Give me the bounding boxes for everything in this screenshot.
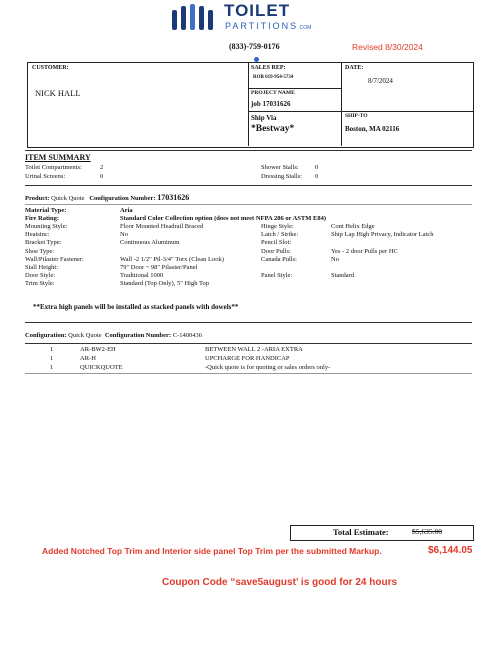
divider	[25, 343, 472, 344]
spec-right-label: Latch / Strike:	[261, 231, 299, 239]
product-label: Product:	[25, 195, 50, 202]
line-item-desc: BETWEEN WALL 2 -ARIA EXTRA	[205, 346, 303, 353]
spec-right-label: Door Pulls:	[261, 247, 291, 255]
spec-left-value: Floor Mounted Headrail Braced	[120, 223, 204, 230]
fire-value: Standard Color Collection option (does not meet NFPA 286 or ASTM E84)	[120, 215, 327, 222]
spec-right-value: Ship Lap High Privacy, Indicator Latch	[331, 231, 434, 239]
config2-label: Configuration:	[25, 332, 67, 339]
spec-left-value: Continuous Aluminum	[120, 239, 180, 247]
ship-to-label: SHIP-TO	[345, 113, 368, 119]
revision-note: Added Notched Top Trim and Interior side panel Top Trim per the submitted Markup.	[42, 546, 382, 556]
spec-left-label: Shoe Type:	[25, 247, 55, 255]
spec-left-label: Wall/Pilaster Fastener:	[25, 255, 84, 263]
logo-com: .COM	[298, 25, 312, 31]
material-value: Aria	[120, 207, 133, 214]
date-value: 8/7/2024	[368, 77, 393, 85]
spec-right-value: Standard	[331, 272, 355, 280]
spec-right-value: Yes - 2 door Pulls per HC	[331, 247, 398, 255]
ship-via-value: *Bestway*	[251, 124, 295, 134]
customer-label: CUSTOMER:	[32, 65, 69, 71]
ship-via-label: Ship Via	[251, 114, 277, 122]
spec-left-value: No	[120, 231, 128, 239]
project-value: job 17031626	[251, 100, 291, 108]
line-item-desc: -Quick quote is for quoting or sales orders only-	[205, 364, 331, 371]
spec-right-value: Cont Helix Edge	[331, 223, 375, 230]
config2-number-label: Configuration Number:	[104, 332, 172, 339]
product-line	[25, 193, 189, 202]
config2-line	[25, 332, 202, 339]
divider	[25, 185, 472, 186]
dressing-label: Dressing Stalls:	[261, 173, 302, 180]
date-label: DATE:	[345, 65, 364, 71]
line-item-desc: UPCHARGE FOR HANDICAP	[205, 355, 290, 362]
revised-note: Revised 8/30/2024	[352, 42, 423, 52]
coupon-note: Coupon Code “save5august’ is good for 24 hours	[162, 577, 398, 588]
divider	[341, 62, 342, 146]
line-item-code: AR-H	[80, 355, 96, 362]
phone-number: (833)-759-0176	[229, 42, 280, 51]
spec-right-value: No	[331, 255, 339, 263]
divider	[248, 88, 342, 89]
item-summary-title: ITEM SUMMARY	[25, 153, 91, 162]
urinal-label: Urinal Screens:	[25, 173, 66, 180]
spec-right-label: Panel Style:	[261, 272, 293, 280]
shower-label: Shower Stalls:	[261, 164, 299, 171]
customer-name: NICK HALL	[35, 88, 81, 98]
logo-icon	[172, 4, 216, 32]
divider	[25, 373, 472, 374]
shower-value: 0	[315, 164, 319, 171]
divider	[25, 150, 472, 151]
spec-left-label: Mounting Style:	[25, 223, 68, 230]
line-item-code: QUICKQUOTE	[80, 364, 123, 371]
sales-rep-label: SALES REP:	[251, 65, 286, 71]
panel-note: **Extra high panels will be installed as stacked panels with dowels**	[33, 303, 239, 311]
spec-right-label: Pencil Slot:	[261, 239, 292, 247]
logo-subtitle: PARTITIONS.COM	[225, 21, 312, 31]
spec-right-label: Canada Pulls:	[261, 255, 297, 263]
config2-value: Quick Quote	[68, 332, 102, 339]
total-old-value: $5,635.00	[412, 527, 442, 536]
fire-label: Fire Rating:	[25, 215, 59, 222]
line-item-qty: 1	[50, 346, 54, 353]
spec-left-label: Heatsinc:	[25, 231, 50, 239]
spec-left-label: Stall Height:	[25, 264, 59, 271]
config-label: Configuration Number:	[89, 195, 156, 202]
dressing-value: 0	[315, 173, 319, 180]
divider	[25, 322, 472, 323]
toilet-label: Toilet Compartments:	[25, 164, 82, 171]
sales-rep-value: ROB 619-954-5734	[253, 75, 294, 80]
spec-left-value: 79" Door ~ 98" Pilaster/Panel	[120, 264, 198, 271]
ship-to-value: Boston, MA 02116	[345, 125, 400, 133]
product-value: Quick Quote	[51, 195, 85, 202]
spec-left-label: Trim Style:	[25, 280, 55, 288]
config2-number-value: C-1400436	[172, 332, 202, 339]
spec-right-label: Hinge Style:	[261, 223, 294, 230]
urinal-value: 0	[100, 173, 104, 180]
line-item-qty: 1	[50, 364, 54, 371]
divider	[25, 204, 472, 205]
spec-left-value: Traditional 1000	[120, 272, 164, 280]
spec-left-label: Door Style:	[25, 272, 56, 280]
divider	[248, 111, 473, 112]
line-item-qty: 1	[50, 355, 54, 362]
spec-left-value: Wall -2 1/2" Pil-3/4" Torx (Clean Look)	[120, 255, 224, 263]
spec-left-label: Bracket Type:	[25, 239, 62, 247]
spec-left-value: Standard (Top Only), 5" High Top	[120, 280, 210, 288]
material-label: Material Type:	[25, 207, 67, 214]
toilet-value: 2	[100, 164, 104, 171]
line-item-code: AR-BW2-EH	[80, 346, 116, 353]
project-label: PROJECT NAME	[251, 90, 295, 96]
divider	[248, 62, 249, 146]
logo-title: TOILET	[224, 1, 291, 20]
new-total-value: $6,144.05	[428, 545, 473, 556]
total-label: Total Estimate:	[333, 527, 389, 537]
config-value: 17031626	[157, 193, 190, 202]
